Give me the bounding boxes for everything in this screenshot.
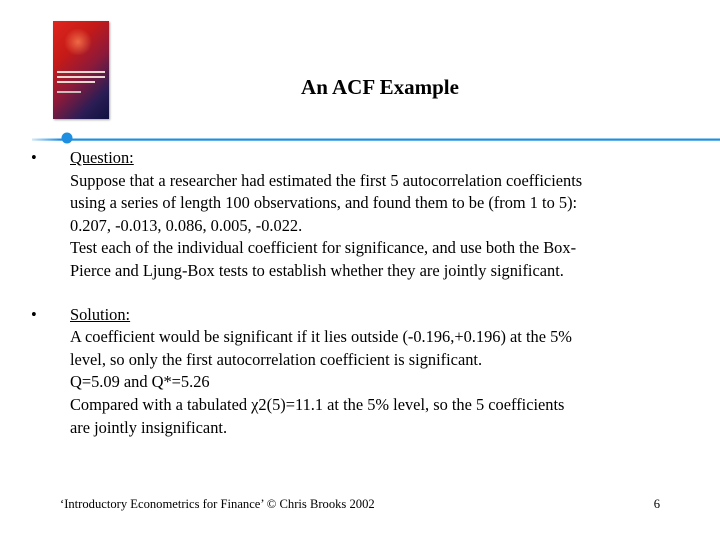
page-number: 6 <box>653 497 660 511</box>
question-line: Pierce and Ljung-Box tests to establish whether they are jointly significant. <box>70 260 564 280</box>
footer-citation: ‘Introductory Econometrics for Finance’ © Chris Brooks 2002 <box>60 497 375 511</box>
bullet-marker: • <box>31 148 37 167</box>
solution-line: Compared with a tabulated χ2(5)=11.1 at the 5% level, so the 5 coefficients <box>70 394 565 414</box>
question-line: using a series of length 100 observations, and found them to be (from 1 to 5): <box>70 193 578 213</box>
solution-heading: Solution: <box>70 304 131 324</box>
bullet-question <box>28 147 698 283</box>
slide-content <box>28 147 698 439</box>
slide-footer <box>60 497 670 512</box>
question-line: 0.207, -0.013, 0.086, 0.005, -0.022. <box>70 215 303 235</box>
title-divider-dot <box>62 133 73 144</box>
bullet-solution <box>28 304 698 440</box>
question-heading: Question: <box>70 148 134 167</box>
title-divider <box>32 132 720 148</box>
solution-line: level, so only the first autocorrelation coefficient is significant. <box>70 349 483 369</box>
solution-line: are jointly insignificant. <box>70 417 228 437</box>
book-cover-icon <box>53 21 109 119</box>
question-line: Test each of the individual coefficient for significance, and use both the Box- <box>70 238 577 258</box>
slide-title: An ACF Example <box>301 75 459 99</box>
bullet-marker: • <box>31 304 37 324</box>
question-line: Suppose that a researcher had estimated the first 5 autocorrelation coefficients <box>70 170 583 190</box>
solution-line: Q=5.09 and Q*=5.26 <box>70 372 210 392</box>
solution-line: A coefficient would be significant if it lies outside (-0.196,+0.196) at the 5% <box>70 327 572 347</box>
